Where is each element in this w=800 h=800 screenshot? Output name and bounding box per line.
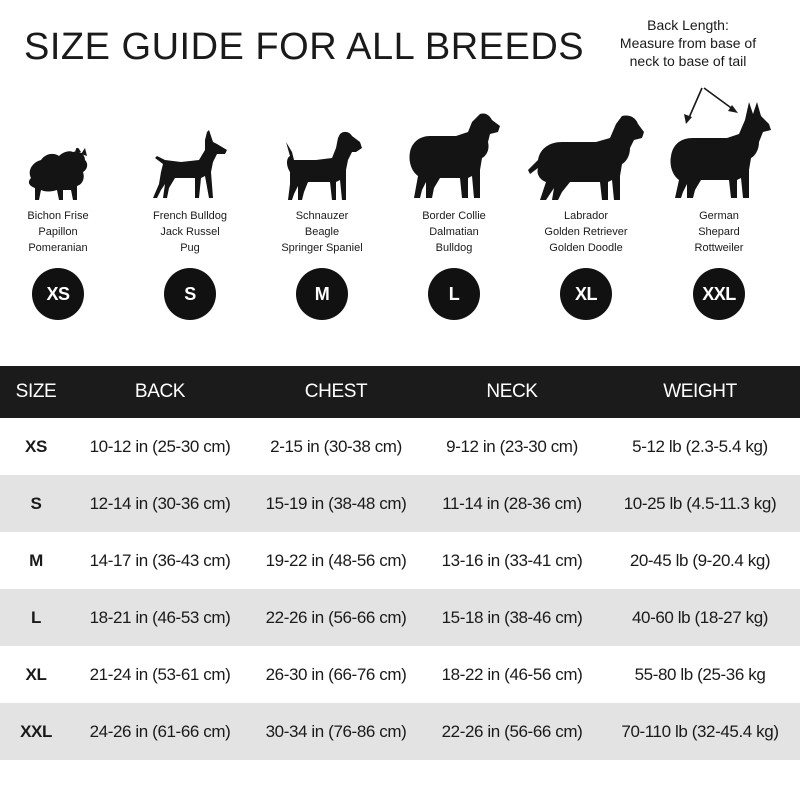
breed-name: Bulldog — [435, 242, 473, 254]
neck-cell: 15-18 in (38-46 cm) — [441, 607, 583, 627]
column-header-chest: CHEST — [304, 381, 368, 402]
size-table — [0, 366, 800, 760]
chest-cell: 26-30 in (66-76 cm) — [265, 664, 407, 684]
breed-names-xs — [27, 208, 88, 256]
breed-column-l — [379, 100, 529, 320]
breed-names-s — [153, 208, 227, 256]
table-header-row — [0, 366, 800, 418]
size-cell: L — [31, 607, 41, 627]
breed-name: Beagle — [304, 226, 340, 238]
column-header-weight: WEIGHT — [663, 381, 737, 402]
size-badge-xxl: XXL — [693, 268, 745, 320]
retriever-silhouette-icon — [526, 112, 646, 204]
weight-cell: 20-45 lb (9-20.4 kg) — [629, 550, 771, 570]
pomeranian-silhouette-icon — [25, 148, 91, 204]
back-length-line-2: neck to base of tail — [629, 53, 747, 69]
neck-cell: 13-16 in (33-41 cm) — [441, 550, 583, 570]
size-badge-xl: XL — [560, 268, 612, 320]
breed-name: Papillon — [38, 226, 78, 238]
breed-name: Shepard — [698, 226, 740, 238]
table-row — [0, 475, 800, 532]
size-badge-s: S — [164, 268, 216, 320]
page-title: SIZE GUIDE FOR ALL BREEDS — [24, 26, 585, 68]
breed-name: Pomeranian — [28, 242, 88, 254]
size-badge-l: L — [428, 268, 480, 320]
breed-name: Dalmatian — [429, 226, 479, 238]
breed-name: Golden Retriever — [544, 226, 628, 238]
breed-names-m — [281, 208, 362, 256]
table-row — [0, 532, 800, 589]
breed-name: Golden Doodle — [549, 242, 623, 254]
back-cell: 21-24 in (53-61 cm) — [89, 664, 231, 684]
breed-name: Springer Spaniel — [281, 242, 363, 254]
breed-name: Rottweiler — [694, 242, 744, 254]
back-length-heading: Back Length: — [647, 17, 729, 33]
chest-cell: 15-19 in (38-48 cm) — [265, 493, 407, 513]
neck-cell: 9-12 in (23-30 cm) — [446, 436, 578, 456]
breed-names-xl — [544, 208, 627, 256]
back-cell: 18-21 in (46-53 cm) — [89, 607, 231, 627]
neck-cell: 22-26 in (56-66 cm) — [441, 721, 583, 741]
chest-cell: 30-34 in (76-86 cm) — [265, 721, 407, 741]
weight-cell: 55-80 lb (25-36 kg — [634, 664, 766, 684]
size-cell: XS — [25, 436, 47, 456]
breed-name: German — [699, 210, 739, 222]
table-row — [0, 418, 800, 475]
weight-cell: 5-12 lb (2.3-5.4 kg) — [632, 436, 768, 456]
breed-name: Border Collie — [422, 210, 486, 222]
breed-column-xl — [511, 100, 661, 320]
size-cell: S — [30, 493, 42, 513]
breed-names-l — [422, 208, 486, 256]
breed-name: Jack Russel — [160, 226, 220, 238]
breed-column-m — [247, 100, 397, 320]
table-row — [0, 646, 800, 703]
back-cell: 12-14 in (30-36 cm) — [89, 493, 231, 513]
breed-column-xxl — [644, 100, 794, 320]
back-length-line-1: Measure from base of — [619, 35, 757, 51]
column-header-size: SIZE — [15, 381, 57, 402]
neck-cell: 18-22 in (46-56 cm) — [441, 664, 583, 684]
back-cell: 24-26 in (61-66 cm) — [89, 721, 231, 741]
column-header-neck: NECK — [486, 381, 538, 402]
table-row — [0, 703, 800, 760]
neck-cell: 11-14 in (28-36 cm) — [442, 493, 582, 513]
size-badge-xs: XS — [32, 268, 84, 320]
shepherd-silhouette-icon — [665, 100, 773, 204]
chest-cell: 19-22 in (48-56 cm) — [265, 550, 407, 570]
weight-cell: 10-25 lb (4.5-11.3 kg) — [623, 493, 777, 513]
column-header-back: BACK — [134, 381, 186, 402]
size-badge-m: M — [296, 268, 348, 320]
weight-cell: 70-110 lb (32-45.4 kg) — [621, 721, 779, 741]
chest-cell: 22-26 in (56-66 cm) — [265, 607, 407, 627]
weight-cell: 40-60 lb (18-27 kg) — [631, 607, 769, 627]
breed-name: Pug — [180, 242, 200, 254]
back-length-note — [598, 16, 778, 70]
back-cell: 14-17 in (36-43 cm) — [89, 550, 231, 570]
table-row — [0, 589, 800, 646]
doberman-silhouette-icon — [151, 128, 229, 204]
size-cell: XL — [25, 664, 47, 684]
size-cell: XXL — [20, 721, 52, 741]
breed-name: Schnauzer — [295, 210, 349, 222]
breed-name: Labrador — [563, 210, 609, 222]
chest-cell: 2-15 in (30-38 cm) — [270, 436, 402, 456]
breed-name: French Bulldog — [153, 210, 227, 222]
back-cell: 10-12 in (25-30 cm) — [89, 436, 231, 456]
breed-name: Bichon Frise — [27, 210, 89, 222]
breed-column-xs — [0, 100, 133, 320]
breed-column-s — [115, 100, 265, 320]
size-cell: M — [29, 550, 43, 570]
breed-names-xxl — [695, 208, 744, 256]
schnauzer-silhouette-icon — [280, 130, 364, 204]
collie-silhouette-icon — [406, 112, 502, 204]
